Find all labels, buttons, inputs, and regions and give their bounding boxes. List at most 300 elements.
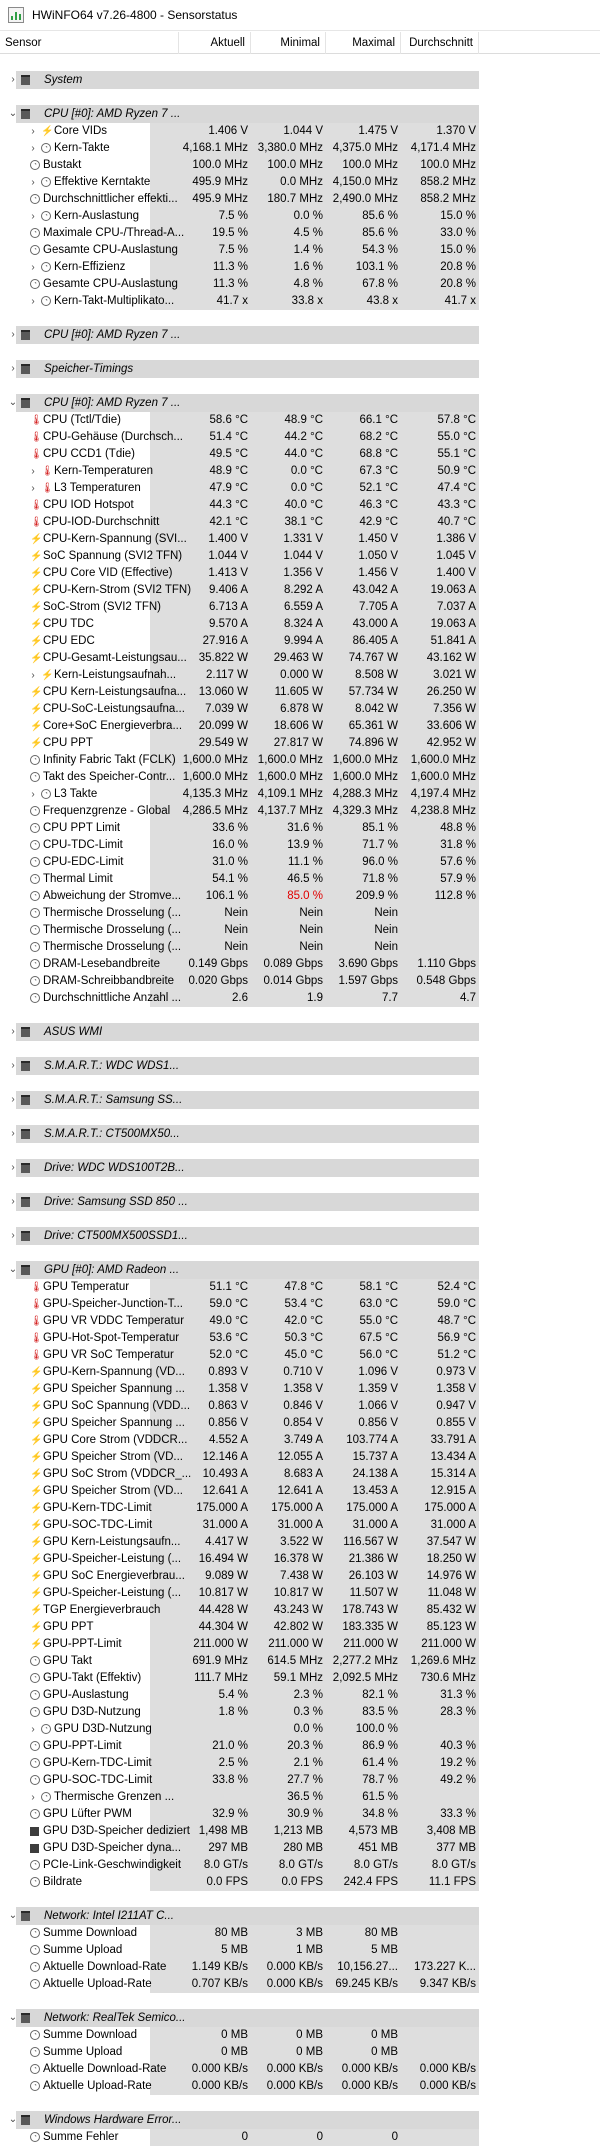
group-row[interactable] xyxy=(0,1193,600,1211)
value-min: 85.0 % xyxy=(287,890,323,902)
sensor-label: SoC-Strom (SVI2 TFN) xyxy=(43,601,161,613)
sensor-label: Infinity Fabric Takt (FCLK) xyxy=(43,754,176,766)
value-max: 178.743 W xyxy=(342,1604,398,1616)
group-bar xyxy=(16,71,479,89)
sensor-row[interactable] xyxy=(0,1857,600,1874)
sensor-row[interactable] xyxy=(0,174,600,191)
value-current: 7.5 % xyxy=(218,210,248,222)
sensor-row[interactable] xyxy=(0,2129,600,2146)
sensor-row[interactable] xyxy=(0,1806,600,1823)
sensor-label: CPU-Gehäuse (Durchsch... xyxy=(43,431,183,443)
group-row[interactable] xyxy=(0,1091,600,1109)
expand-arrow-icon[interactable]: › xyxy=(31,789,35,800)
group-row[interactable] xyxy=(0,2009,600,2027)
sensor-row[interactable] xyxy=(0,1619,600,1636)
sensor-label: CPU-SoC-Leistungsaufna... xyxy=(43,703,185,715)
group-row[interactable] xyxy=(0,1261,600,1279)
sensor-row[interactable] xyxy=(0,2078,600,2095)
gauge-icon: ◔ xyxy=(30,1758,40,1768)
value-current: Nein xyxy=(224,941,248,953)
value-avg: 19.063 A xyxy=(430,618,476,630)
value-max: 100.0 MHz xyxy=(342,159,398,171)
value-max: 68.8 °C xyxy=(359,448,398,460)
value-max: 100.0 % xyxy=(355,1723,398,1735)
sensor-row[interactable] xyxy=(0,1772,600,1789)
sensor-row[interactable] xyxy=(0,1976,600,1993)
value-current: 49.0 °C xyxy=(209,1315,248,1327)
collapse-arrow-icon[interactable]: ⌄ xyxy=(8,1910,18,1921)
expand-arrow-icon[interactable]: › xyxy=(31,296,35,307)
sensor-row[interactable] xyxy=(0,1534,600,1551)
value-current: 691.9 MHz xyxy=(192,1655,248,1667)
value-avg: 85.432 W xyxy=(426,1604,476,1616)
sensor-row[interactable] xyxy=(0,276,600,293)
expand-arrow-icon[interactable]: › xyxy=(31,466,35,477)
sensor-row[interactable] xyxy=(0,854,600,871)
sensor-row[interactable] xyxy=(0,990,600,1007)
group-label: S.M.A.R.T.: CT500MX50... xyxy=(44,1128,180,1140)
bolt-icon: ⚡ xyxy=(30,602,43,613)
sensor-row[interactable] xyxy=(0,293,600,310)
group-row[interactable] xyxy=(0,71,600,89)
group-row[interactable] xyxy=(0,1159,600,1177)
sensor-label: GPU VR SoC Temperatur xyxy=(43,1349,174,1361)
group-label: Network: Intel I211AT C... xyxy=(44,1910,174,1922)
sensor-row[interactable] xyxy=(0,2027,600,2044)
sensor-row[interactable] xyxy=(0,752,600,769)
sensor-row[interactable] xyxy=(0,1551,600,1568)
sensor-row[interactable] xyxy=(0,1415,600,1432)
sensor-row[interactable] xyxy=(0,1381,600,1398)
value-current: 16.494 W xyxy=(198,1553,248,1565)
value-avg: 42.952 W xyxy=(426,737,476,749)
group-label: CPU [#0]: AMD Ryzen 7 ... xyxy=(44,397,181,409)
value-max: 42.9 °C xyxy=(359,516,398,528)
value-max: 1,600.0 MHz xyxy=(332,754,398,766)
sensor-row[interactable] xyxy=(0,701,600,718)
value-avg: 377 MB xyxy=(436,1842,476,1854)
value-min: 180.7 MHz xyxy=(267,193,323,205)
sensor-row[interactable] xyxy=(0,735,600,752)
value-avg: 31.8 % xyxy=(440,839,476,851)
sensor-row[interactable] xyxy=(0,582,600,599)
sensor-row[interactable] xyxy=(0,242,600,259)
row-gap xyxy=(0,1891,600,1907)
value-max: 85.1 % xyxy=(362,822,398,834)
expand-arrow-icon[interactable]: › xyxy=(11,74,15,85)
expand-arrow-icon[interactable]: › xyxy=(11,1128,15,1139)
value-max: 2,092.5 MHz xyxy=(332,1672,398,1684)
group-row[interactable] xyxy=(0,394,600,412)
sensor-row[interactable] xyxy=(0,1959,600,1976)
value-current: 8.0 GT/s xyxy=(203,1859,248,1871)
value-max: 1.450 V xyxy=(358,533,398,545)
value-min: 1.356 V xyxy=(283,567,323,579)
value-max: 1.597 Gbps xyxy=(338,975,398,987)
gauge-icon: ◔ xyxy=(30,925,40,935)
sensor-label: GPU D3D-Speicher dediziert xyxy=(43,1825,191,1837)
sensor-row[interactable] xyxy=(0,2044,600,2061)
sensor-row[interactable] xyxy=(0,1364,600,1381)
value-max: 10,156.27... xyxy=(337,1961,398,1973)
gauge-icon: ◔ xyxy=(30,228,40,238)
bolt-icon: ⚡ xyxy=(30,1622,43,1633)
sensor-label: GPU D3D-Nutzung xyxy=(54,1723,152,1735)
collapse-arrow-icon[interactable]: ⌄ xyxy=(8,108,18,119)
sensor-label: SoC Spannung (SVI2 TFN) xyxy=(43,550,183,562)
sensor-row[interactable] xyxy=(0,429,600,446)
thermometer-icon: 🌡 xyxy=(41,483,54,494)
expand-arrow-icon[interactable]: › xyxy=(31,670,35,681)
bolt-icon: ⚡ xyxy=(41,126,54,137)
value-avg: 1.400 V xyxy=(436,567,476,579)
sensor-label: GPU D3D-Speicher dyna... xyxy=(43,1842,182,1854)
sensor-row[interactable] xyxy=(0,259,600,276)
sensor-label: CPU Kern-Leistungsaufna... xyxy=(43,686,187,698)
expand-arrow-icon[interactable]: › xyxy=(11,329,15,340)
bolt-icon: ⚡ xyxy=(30,1503,43,1514)
value-current: 0.000 KB/s xyxy=(191,2080,248,2092)
sensor-row[interactable] xyxy=(0,480,600,497)
sensor-row[interactable] xyxy=(0,497,600,514)
group-row[interactable] xyxy=(0,2111,600,2129)
value-current: 31.0 % xyxy=(212,856,248,868)
value-min: 12.055 A xyxy=(277,1451,323,1463)
sensor-row[interactable] xyxy=(0,1296,600,1313)
expand-arrow-icon[interactable]: › xyxy=(31,177,35,188)
sensor-row[interactable] xyxy=(0,463,600,480)
value-current: 9.089 W xyxy=(205,1570,248,1582)
gauge-icon: ◔ xyxy=(30,160,40,170)
sensor-row[interactable] xyxy=(0,650,600,667)
gauge-icon: ◔ xyxy=(30,1928,40,1938)
sensor-row[interactable] xyxy=(0,1483,600,1500)
value-min: 1,600.0 MHz xyxy=(257,754,323,766)
value-min: 27.7 % xyxy=(287,1774,323,1786)
sensor-row[interactable] xyxy=(0,1704,600,1721)
value-max: 1.359 V xyxy=(358,1383,398,1395)
sensor-row[interactable] xyxy=(0,939,600,956)
value-avg: 50.9 °C xyxy=(437,465,476,477)
row-gap xyxy=(0,1993,600,2009)
row-gap xyxy=(0,1211,600,1227)
group-row[interactable] xyxy=(0,1907,600,1925)
sensor-label: Kern-Takt-Multiplikato... xyxy=(54,295,175,307)
sensor-row[interactable] xyxy=(0,1517,600,1534)
group-row[interactable] xyxy=(0,1023,600,1041)
chip-icon xyxy=(30,1827,39,1836)
collapse-arrow-icon[interactable]: ⌄ xyxy=(8,2114,18,2125)
column-header-max[interactable]: Maximal xyxy=(326,32,401,54)
expand-arrow-icon[interactable]: › xyxy=(31,1724,35,1735)
collapse-arrow-icon[interactable]: ⌄ xyxy=(8,397,18,408)
sensor-row[interactable] xyxy=(0,1653,600,1670)
value-max: 71.8 % xyxy=(362,873,398,885)
value-avg: 0.947 V xyxy=(436,1400,476,1412)
sensor-row[interactable] xyxy=(0,1432,600,1449)
value-current: 19.5 % xyxy=(212,227,248,239)
sensor-label: GPU-Takt (Effektiv) xyxy=(43,1672,142,1684)
sensor-label: GPU-Kern-TDC-Limit xyxy=(43,1757,152,1769)
value-current: 51.1 °C xyxy=(209,1281,248,1293)
value-avg: 57.6 % xyxy=(440,856,476,868)
value-current: 2.5 % xyxy=(218,1757,248,1769)
sensor-row[interactable] xyxy=(0,157,600,174)
value-max: Nein xyxy=(374,924,398,936)
bolt-icon: ⚡ xyxy=(30,721,43,732)
sensor-label: Kern-Takte xyxy=(54,142,110,154)
expand-arrow-icon[interactable]: › xyxy=(11,1162,15,1173)
sensor-row[interactable] xyxy=(0,1840,600,1857)
value-avg: 31.000 A xyxy=(430,1519,476,1531)
value-avg: 1.358 V xyxy=(436,1383,476,1395)
sensor-row[interactable] xyxy=(0,1585,600,1602)
value-current: Nein xyxy=(224,907,248,919)
sensor-row[interactable] xyxy=(0,718,600,735)
group-row[interactable] xyxy=(0,1057,600,1075)
value-max: 63.0 °C xyxy=(359,1298,398,1310)
gauge-icon: ◔ xyxy=(30,279,40,289)
bolt-icon: ⚡ xyxy=(30,1639,43,1650)
group-row[interactable] xyxy=(0,1125,600,1143)
sensor-row[interactable] xyxy=(0,446,600,463)
group-label: S.M.A.R.T.: Samsung SS... xyxy=(44,1094,183,1106)
column-header-current[interactable]: Aktuell xyxy=(179,32,251,54)
value-min: 0.014 Gbps xyxy=(263,975,323,987)
group-row[interactable] xyxy=(0,105,600,123)
value-min: 30.9 % xyxy=(287,1808,323,1820)
sensor-row[interactable] xyxy=(0,1449,600,1466)
window-title: HWiNFO64 v7.26-4800 - Sensorstatus xyxy=(32,8,238,22)
sensor-row[interactable] xyxy=(0,412,600,429)
sensor-row[interactable] xyxy=(0,684,600,701)
expand-arrow-icon[interactable]: › xyxy=(31,126,35,137)
row-gap xyxy=(0,1007,600,1023)
value-current: Nein xyxy=(224,924,248,936)
value-avg: 1,600.0 MHz xyxy=(410,754,476,766)
bolt-icon: ⚡ xyxy=(41,670,54,681)
value-max: 67.3 °C xyxy=(359,465,398,477)
value-min: 4.5 % xyxy=(293,227,323,239)
collapse-arrow-icon[interactable]: ⌄ xyxy=(8,2012,18,2023)
sensor-row[interactable] xyxy=(0,1687,600,1704)
gauge-icon: ◔ xyxy=(30,1707,40,1717)
sensor-row[interactable] xyxy=(0,1874,600,1891)
sensor-row[interactable] xyxy=(0,2061,600,2078)
group-label: Drive: WDC WDS100T2B... xyxy=(44,1162,185,1174)
expand-arrow-icon[interactable]: › xyxy=(31,483,35,494)
sensor-row[interactable] xyxy=(0,973,600,990)
sensor-row[interactable] xyxy=(0,837,600,854)
sensor-row[interactable] xyxy=(0,667,600,684)
gauge-icon: ◔ xyxy=(30,823,40,833)
sensor-label: CPU-Kern-Strom (SVI2 TFN) xyxy=(43,584,192,596)
sensor-row[interactable] xyxy=(0,786,600,803)
sensor-row[interactable] xyxy=(0,1755,600,1772)
sensor-label: Abweichung der Stromve... xyxy=(43,890,182,902)
sensor-row[interactable] xyxy=(0,191,600,208)
expand-arrow-icon[interactable]: › xyxy=(11,1094,15,1105)
value-current: 7.5 % xyxy=(218,244,248,256)
sensor-row[interactable] xyxy=(0,803,600,820)
value-max: 2,490.0 MHz xyxy=(332,193,398,205)
value-min: 13.9 % xyxy=(287,839,323,851)
sensor-row[interactable] xyxy=(0,1942,600,1959)
gauge-icon: ◔ xyxy=(30,840,40,850)
row-gap xyxy=(0,1245,600,1261)
sensor-row[interactable] xyxy=(0,548,600,565)
column-header-avg[interactable]: Durchschnitt xyxy=(401,32,479,54)
sensor-label: CPU PPT Limit xyxy=(43,822,121,834)
expand-arrow-icon[interactable]: › xyxy=(31,211,35,222)
bolt-icon: ⚡ xyxy=(30,585,43,596)
bolt-icon: ⚡ xyxy=(30,1367,43,1378)
value-max: 175.000 A xyxy=(346,1502,398,1514)
value-current: 0.149 Gbps xyxy=(188,958,248,970)
column-header-min[interactable]: Minimal xyxy=(251,32,326,54)
group-label: S.M.A.R.T.: WDC WDS1... xyxy=(44,1060,180,1072)
value-avg: 20.8 % xyxy=(440,261,476,273)
sensor-row[interactable] xyxy=(0,1721,600,1738)
sensor-label: Durchschnittliche Anzahl ... xyxy=(43,992,182,1004)
value-min: 59.1 MHz xyxy=(273,1672,323,1684)
sensor-row[interactable] xyxy=(0,1500,600,1517)
sensor-row[interactable] xyxy=(0,1398,600,1415)
value-current: 4.417 W xyxy=(205,1536,248,1548)
sensor-row[interactable] xyxy=(0,1823,600,1840)
sensor-label: L3 Temperaturen xyxy=(54,482,141,494)
sensor-row[interactable] xyxy=(0,820,600,837)
value-avg: 49.2 % xyxy=(440,1774,476,1786)
sensor-row[interactable] xyxy=(0,1602,600,1619)
value-min: 0 MB xyxy=(296,2029,323,2041)
value-min: 1.9 xyxy=(307,992,323,1004)
sensor-row[interactable] xyxy=(0,565,600,582)
gauge-icon: ◔ xyxy=(30,1979,40,1989)
expand-arrow-icon[interactable]: › xyxy=(11,1230,15,1241)
sensor-label: CPU IOD Hotspot xyxy=(43,499,134,511)
collapse-arrow-icon[interactable]: ⌄ xyxy=(8,1264,18,1275)
expand-arrow-icon[interactable]: › xyxy=(31,262,35,273)
value-avg: 55.0 °C xyxy=(437,431,476,443)
sensor-row[interactable] xyxy=(0,871,600,888)
sensor-row[interactable] xyxy=(0,616,600,633)
value-avg: 15.0 % xyxy=(440,210,476,222)
group-row[interactable] xyxy=(0,360,600,378)
thermometer-icon: 🌡 xyxy=(30,1316,43,1327)
sensor-row[interactable] xyxy=(0,1466,600,1483)
sensor-label: L3 Takte xyxy=(54,788,98,800)
sensor-row[interactable] xyxy=(0,888,600,905)
group-row[interactable] xyxy=(0,1227,600,1245)
sensor-row[interactable] xyxy=(0,123,600,140)
sensor-row[interactable] xyxy=(0,1279,600,1296)
value-max: 1,600.0 MHz xyxy=(332,771,398,783)
sensor-row[interactable] xyxy=(0,531,600,548)
value-max: 0.000 KB/s xyxy=(341,2063,398,2075)
sensor-row[interactable] xyxy=(0,1925,600,1942)
hardware-icon xyxy=(21,1197,30,1207)
value-avg: 4,238.8 MHz xyxy=(410,805,476,817)
sensor-row[interactable] xyxy=(0,1738,600,1755)
value-avg: 43.3 °C xyxy=(437,499,476,511)
sensor-row[interactable] xyxy=(0,769,600,786)
expand-arrow-icon[interactable]: › xyxy=(11,1026,15,1037)
value-max: 0.856 V xyxy=(358,1417,398,1429)
value-min: 2.3 % xyxy=(293,1689,323,1701)
sensor-row[interactable] xyxy=(0,922,600,939)
expand-arrow-icon[interactable]: › xyxy=(11,1196,15,1207)
value-min: 16.378 W xyxy=(273,1553,323,1565)
value-current: 0.856 V xyxy=(208,1417,248,1429)
value-avg: 1.110 Gbps xyxy=(417,958,476,970)
value-min: 0.0 % xyxy=(293,210,323,222)
sensor-row[interactable] xyxy=(0,633,600,650)
value-max: 65.361 W xyxy=(348,720,398,732)
value-min: 42.0 °C xyxy=(284,1315,323,1327)
sensor-row[interactable] xyxy=(0,225,600,242)
value-current: 0.893 V xyxy=(208,1366,248,1378)
sensor-row[interactable] xyxy=(0,514,600,531)
row-gap xyxy=(0,55,600,71)
expand-arrow-icon[interactable]: › xyxy=(11,363,15,374)
bolt-icon: ⚡ xyxy=(30,1435,43,1446)
sensor-label: Takt des Speicher-Contr... xyxy=(43,771,176,783)
sensor-row[interactable] xyxy=(0,1347,600,1364)
sensor-row[interactable] xyxy=(0,1313,600,1330)
bolt-icon: ⚡ xyxy=(30,687,43,698)
value-avg: 40.3 % xyxy=(440,1740,476,1752)
sensor-row[interactable] xyxy=(0,1330,600,1347)
value-max: 85.6 % xyxy=(362,227,398,239)
value-min: 0 MB xyxy=(296,2046,323,2058)
sensor-row[interactable] xyxy=(0,208,600,225)
value-current: 11.3 % xyxy=(213,261,248,273)
value-min: 2.1 % xyxy=(293,1757,323,1769)
group-row[interactable] xyxy=(0,326,600,344)
expand-arrow-icon[interactable]: › xyxy=(31,143,35,154)
sensor-row[interactable] xyxy=(0,599,600,616)
sensor-row[interactable] xyxy=(0,1636,600,1653)
value-min: 40.0 °C xyxy=(284,499,323,511)
sensor-row[interactable] xyxy=(0,1568,600,1585)
expand-arrow-icon[interactable]: › xyxy=(31,1792,35,1803)
sensor-row[interactable] xyxy=(0,1670,600,1687)
value-current: 41.7 x xyxy=(216,295,248,307)
gauge-icon: ◔ xyxy=(30,976,40,986)
sensor-row[interactable] xyxy=(0,905,600,922)
value-min: 0.0 % xyxy=(293,1723,323,1735)
column-header-sensor[interactable]: Sensor xyxy=(0,32,179,54)
sensor-row[interactable] xyxy=(0,1789,600,1806)
value-min: 3 MB xyxy=(296,1927,323,1939)
value-min: 11.605 W xyxy=(274,686,323,698)
sensor-label: CPU PPT xyxy=(43,737,93,749)
thermometer-icon: 🌡 xyxy=(30,1350,43,1361)
gauge-icon: ◔ xyxy=(30,194,40,204)
value-max: 58.1 °C xyxy=(359,1281,398,1293)
sensor-row[interactable] xyxy=(0,140,600,157)
sensor-row[interactable] xyxy=(0,956,600,973)
sensor-label: Gesamte CPU-Auslastung xyxy=(43,244,178,256)
value-current: 4,135.3 MHz xyxy=(182,788,248,800)
gauge-icon: ◔ xyxy=(30,2081,40,2091)
value-avg: 56.9 °C xyxy=(437,1332,476,1344)
value-min: 0.0 MHz xyxy=(280,176,323,188)
value-avg: 37.547 W xyxy=(426,1536,476,1548)
sensor-label: Effektive Kerntakte xyxy=(54,176,151,188)
expand-arrow-icon[interactable]: › xyxy=(11,1060,15,1071)
